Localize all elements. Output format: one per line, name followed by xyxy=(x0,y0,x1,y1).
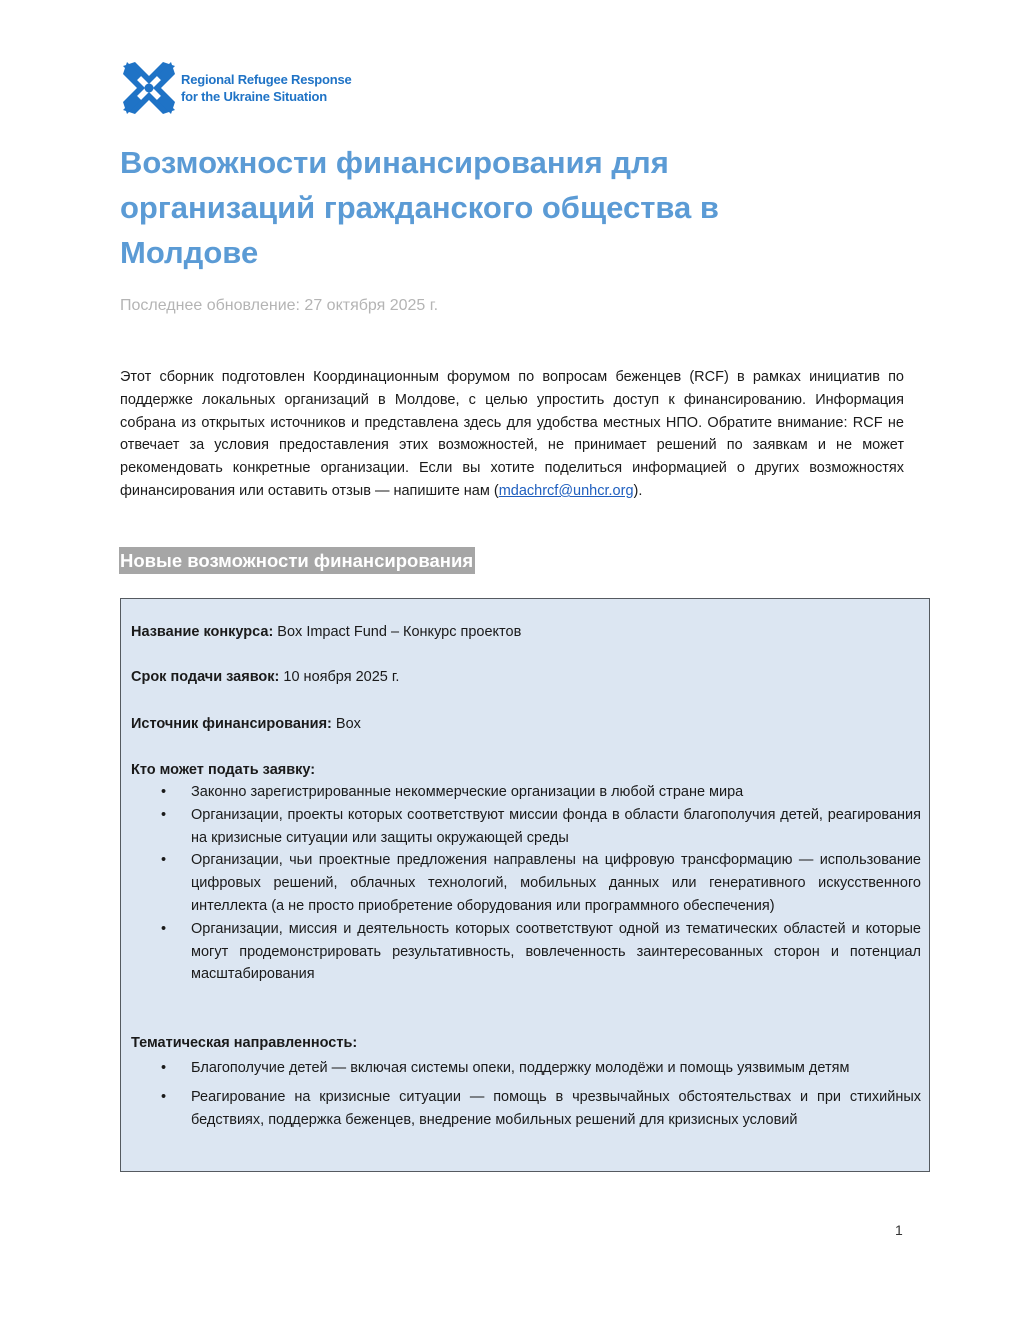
bullet-icon: • xyxy=(161,1088,167,1105)
deadline-field xyxy=(131,666,399,688)
list-item xyxy=(131,1086,921,1132)
eligibility-label: Кто может подать заявку: xyxy=(131,762,316,778)
list-item xyxy=(131,1057,921,1080)
funding-source-label: Источник финансирования: xyxy=(131,716,332,732)
intro-paragraph xyxy=(120,366,904,503)
deadline-label: Срок подачи заявок: xyxy=(131,669,280,685)
bullet-icon: • xyxy=(161,852,167,869)
funding-source-field xyxy=(131,713,361,735)
header-logo xyxy=(121,60,352,116)
focus-list xyxy=(131,1057,921,1131)
list-item-text: Законно зарегистрированные некоммерческие организации в любой стране мира xyxy=(191,784,744,800)
funding-source-value: Box xyxy=(331,716,361,732)
list-item xyxy=(131,804,921,850)
call-name-field xyxy=(131,621,521,643)
eligibility-heading xyxy=(131,759,315,781)
eligibility-list xyxy=(131,781,921,986)
intro-text: Этот сборник подготовлен Координационным форумом по вопросам беженцев (RCF) в рамках инициатив по поддержке локальных организаций в Молдове, с целью упростить доступ к финансированию. Информация собрана из открытых источников и представлена здесь для удобства местных НПО. Обратите внимание: RCF не отвечает за условия предоставления этих возможностей, не принимает решений по заявкам и не может рекомендовать конкретные организации. Если вы хотите поделиться информацией о других возможностях финансирования или оставить отзыв — напишите нам ( xyxy=(120,369,904,499)
deadline-value: 10 ноября 2025 г. xyxy=(279,669,400,685)
bullet-icon: • xyxy=(161,806,167,823)
list-item-text: Организации, миссия и деятельность которых соответствуют одной из тематических областей и которые могут продемонстрировать результативность, вовлеченность заинтересованных сторон и потенциал масштабирования xyxy=(191,920,921,983)
focus-label: Тематическая направленность: xyxy=(131,1035,358,1051)
list-item xyxy=(131,918,921,986)
document-title: Возможности финансирования для организаций гражданского общества в Молдове xyxy=(120,145,719,270)
refugee-response-cross-logo-icon xyxy=(121,60,177,116)
logo-text xyxy=(181,71,352,105)
logo-line-2: for the Ukraine Situation xyxy=(181,89,327,104)
call-name-label: Название конкурса: xyxy=(131,624,274,640)
bullet-icon: • xyxy=(161,1060,167,1076)
list-item-text: Благополучие детей — включая системы опеки, поддержку молодёжи и помощь уязвимым детям xyxy=(191,1060,850,1076)
opportunity-box xyxy=(120,598,930,1172)
list-item xyxy=(131,781,921,804)
list-item-text: Организации, чьи проектные предложения направлены на цифровую трансформацию — использование цифровых решений, облачных технологий, мобильных данных или генеративного искусственного интеллекта (а не просто приобретение оборудования или программного обеспечения) xyxy=(191,852,921,914)
logo-line-1: Regional Refugee Response xyxy=(181,72,352,87)
list-item-text: Реагирование на кризисные ситуации — помощь в чрезвычайных обстоятельствах и при стихийных бедствиях, поддержка беженцев, внедрение мобильных решений для кризисных условий xyxy=(191,1088,921,1128)
contact-email-link[interactable]: mdachrcf@unhcr.org xyxy=(498,482,634,499)
focus-heading xyxy=(131,1032,357,1054)
bullet-icon: • xyxy=(161,784,167,800)
call-name-value: Box Impact Fund – Конкурс проектов xyxy=(273,624,522,640)
list-item-text: Организации, проекты которых соответствуют миссии фонда в области благополучия детей, реагирования на кризисные ситуации или защиты окружающей среды xyxy=(191,806,921,846)
page-number: 1 xyxy=(895,1222,903,1238)
bullet-icon: • xyxy=(161,920,167,937)
last-updated: Последнее обновление: 27 октября 2025 г. xyxy=(120,297,439,314)
intro-end: ). xyxy=(633,482,643,499)
section-heading: Новые возможности финансирования xyxy=(119,547,475,574)
list-item xyxy=(131,849,921,917)
